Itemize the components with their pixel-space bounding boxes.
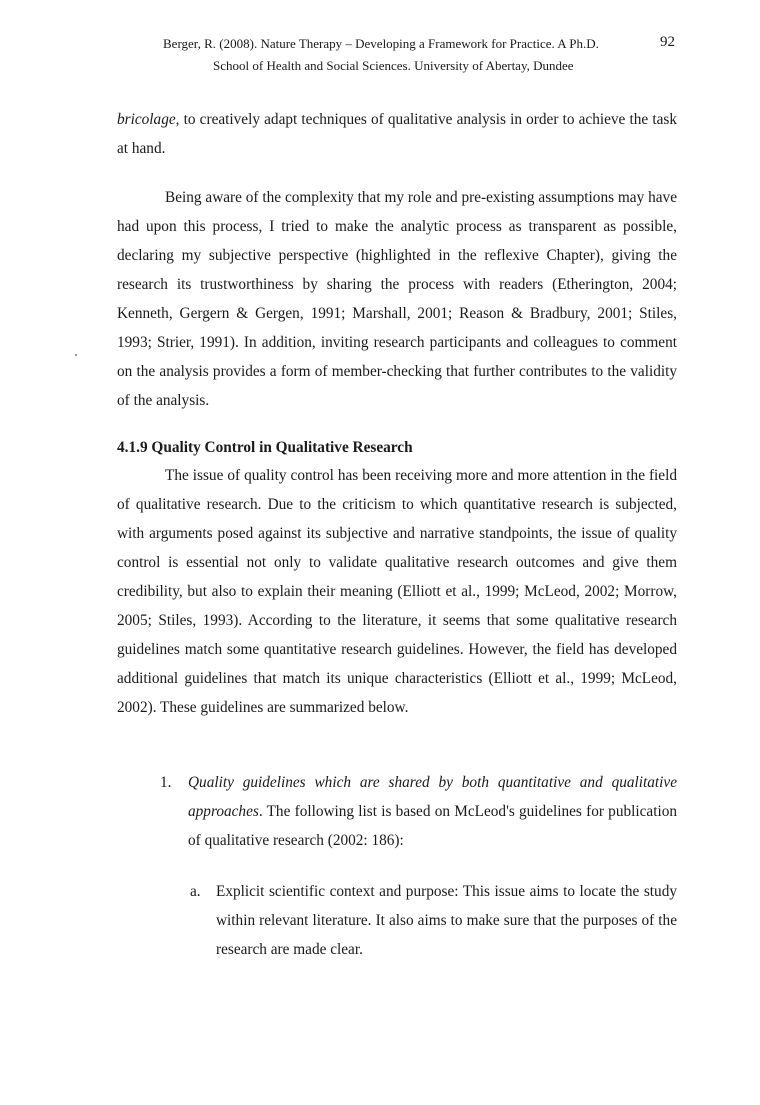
header-citation: Berger, R. (2008). Nature Therapy – Developing a Framework for Practice. A Ph.D. bbox=[163, 36, 599, 51]
paragraph-1 bbox=[117, 105, 677, 163]
paragraph-1-text: , to creatively adapt techniques of qualitative analysis in order to achieve the task at hand. bbox=[117, 111, 677, 157]
list-item-1-number: 1. bbox=[160, 774, 172, 791]
list-item-a bbox=[190, 877, 677, 964]
list-item-1-italic: Quality guidelines which are shared by both quantitative and qualitative approaches bbox=[188, 774, 677, 820]
list-item-a-text: Explicit scientific context and purpose: This issue aims to locate the study within relevant literature. It also aims to make sure that the purposes of the research are made clear. bbox=[216, 883, 677, 958]
list-item-1-text: . The following list is based on McLeod's guidelines for publication of qualitative research (2002: 186): bbox=[188, 803, 677, 849]
header-institution: School of Health and Social Sciences. University of Abertay, Dundee bbox=[213, 58, 574, 73]
paragraph-1-italic: bricolage bbox=[117, 111, 176, 128]
list-item-a-letter: a. bbox=[190, 883, 201, 900]
stray-mark bbox=[75, 354, 77, 356]
paragraph-3: The issue of quality control has been receiving more and more attention in the field of qualitative research. Due to the criticism to which quantitative research is subjected, with arguments posed against its subjective and narrative standpoints, the issue of quality control is essential not only to validate qualitative research outcomes and give them credibility, but also to explain their meaning (Elliott et al., 1999; McLeod, 2002; Morrow, 2005; Stiles, 1993). According to the literature, it seems that some qualitative research guidelines match some quantitative research guidelines. However, the field has developed additional guidelines that match its unique characteristics (Elliott et al., 1999; McLeod, 2002). These guidelines are summarized below. bbox=[117, 467, 677, 716]
page-number: 92 bbox=[660, 34, 675, 50]
paragraph-2: Being aware of the complexity that my role and pre-existing assumptions may have had upon this process, I tried to make the analytic process as transparent as possible, declaring my subjective perspective (highlighted in the reflexive Chapter), giving the research its trustworthiness by sharing the process with readers (Etherington, 2004; Kenneth, Gergern & Gergen, 1991; Marshall, 2001; Reason & Bradbury, 2001; Stiles, 1993; Strier, 1991). In addition, inviting research participants and colleagues to comment on the analysis provides a form of member-checking that further contributes to the validity of the analysis. bbox=[117, 189, 677, 409]
list-item-1-body bbox=[188, 768, 677, 855]
section-heading: 4.1.9 Quality Control in Qualitative Research bbox=[117, 439, 413, 456]
list-item-1 bbox=[160, 768, 677, 855]
